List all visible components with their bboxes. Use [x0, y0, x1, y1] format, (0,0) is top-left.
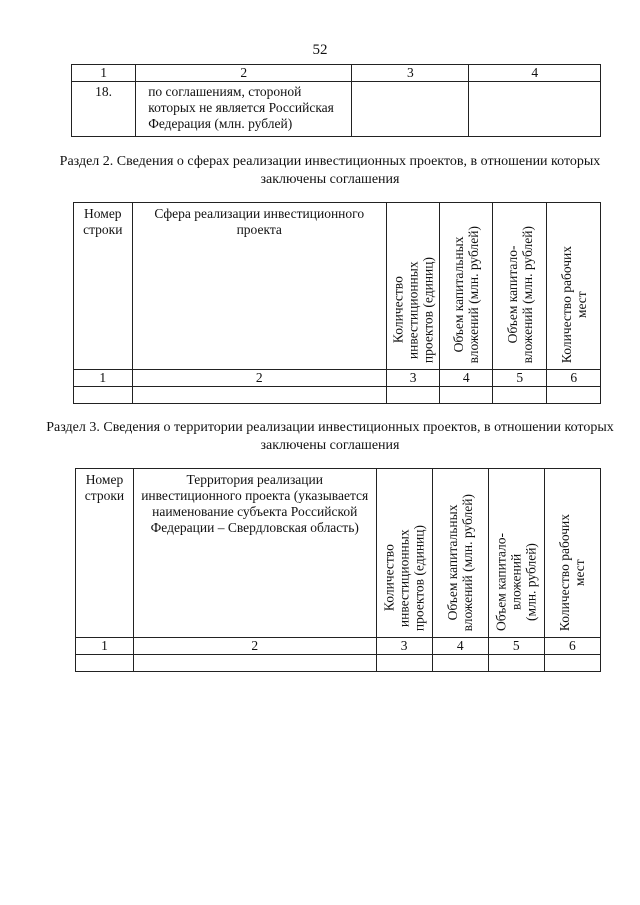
column-number-cell: 5: [488, 638, 544, 655]
table-row: [76, 655, 601, 672]
header-capital-investments-label: Объем капитальных вложений (млн. рублей): [451, 225, 482, 363]
table-row: [72, 82, 601, 137]
column-number-cell: 2: [132, 370, 386, 387]
empty-cell: [132, 387, 386, 404]
empty-cell: [488, 655, 544, 672]
column-number-cell: 4: [440, 370, 493, 387]
column-number-cell: 4: [432, 638, 488, 655]
header-sphere: Сфера реализации инвестиционного проекта: [132, 203, 386, 370]
empty-cell: [493, 387, 547, 404]
column-number-cell: 4: [469, 65, 601, 82]
section-3-title: Раздел 3. Сведения о территории реализации инвестиционных проектов, в отношении которых заключены соглашения: [46, 420, 614, 453]
header-row-number: Номер строки: [74, 203, 133, 370]
header-jobs: [544, 469, 600, 638]
header-project-count-label: Количество инвестиционных проектов (единиц): [381, 524, 427, 631]
header-project-count: [386, 203, 440, 370]
table-header-row: [74, 203, 601, 370]
value-cell: [352, 82, 469, 137]
column-number-cell: 6: [544, 638, 600, 655]
empty-cell: [376, 655, 432, 672]
empty-cell: [544, 655, 600, 672]
table-header-row: [72, 65, 601, 82]
header-jobs-label: Количество рабочих мест: [557, 513, 588, 631]
section-2-title: Раздел 2. Сведения о сферах реализации инвестиционных проектов, в отношении которых заключены соглашения: [59, 154, 601, 187]
column-number-cell: 2: [136, 65, 352, 82]
header-capital-investments-2-label: Объем капитало- вложений (млн. рублей): [504, 225, 535, 363]
header-capital-investments-2: [493, 203, 547, 370]
table-row: [74, 387, 601, 404]
continuation-table: [71, 64, 601, 137]
column-number-cell: 1: [74, 370, 133, 387]
empty-cell: [76, 655, 134, 672]
header-project-count-label: Количество инвестиционных проектов (единиц): [390, 256, 436, 363]
row-text-cell: по соглашениям, стороной которых не является Российская Федерация (млн. рублей): [136, 82, 352, 137]
column-number-cell: 5: [493, 370, 547, 387]
empty-cell: [432, 655, 488, 672]
column-numbers-row: [76, 638, 601, 655]
value-cell: [469, 82, 601, 137]
row-number-cell: 18.: [72, 82, 136, 137]
column-number-cell: 2: [133, 638, 376, 655]
header-capital-investments-2: [488, 469, 544, 638]
section-3-table: [75, 468, 601, 672]
empty-cell: [386, 387, 440, 404]
header-jobs: [547, 203, 601, 370]
empty-cell: [74, 387, 133, 404]
section-2-table: [73, 202, 601, 404]
column-number-cell: 3: [386, 370, 440, 387]
header-row-number: Номер строки: [76, 469, 134, 638]
table-header-row: [76, 469, 601, 638]
column-number-cell: 1: [72, 65, 136, 82]
empty-cell: [133, 655, 376, 672]
header-capital-investments: [440, 203, 493, 370]
header-capital-investments-2-label: Объем капитало- вложений (млн. рублей): [493, 533, 539, 631]
header-capital-investments: [432, 469, 488, 638]
header-project-count: [376, 469, 432, 638]
empty-cell: [547, 387, 601, 404]
column-number-cell: 3: [352, 65, 469, 82]
column-number-cell: 6: [547, 370, 601, 387]
page-number: 52: [312, 42, 328, 58]
empty-cell: [440, 387, 493, 404]
column-number-cell: 3: [376, 638, 432, 655]
column-numbers-row: [74, 370, 601, 387]
column-number-cell: 1: [76, 638, 134, 655]
header-capital-investments-label: Объем капитальных вложений (млн. рублей): [445, 493, 476, 631]
header-territory: Территория реализации инвестиционного проекта (указывается наименование субъекта Российской Федерации – Свердловская область): [133, 469, 376, 638]
header-jobs-label: Количество рабочих мест: [558, 245, 589, 363]
